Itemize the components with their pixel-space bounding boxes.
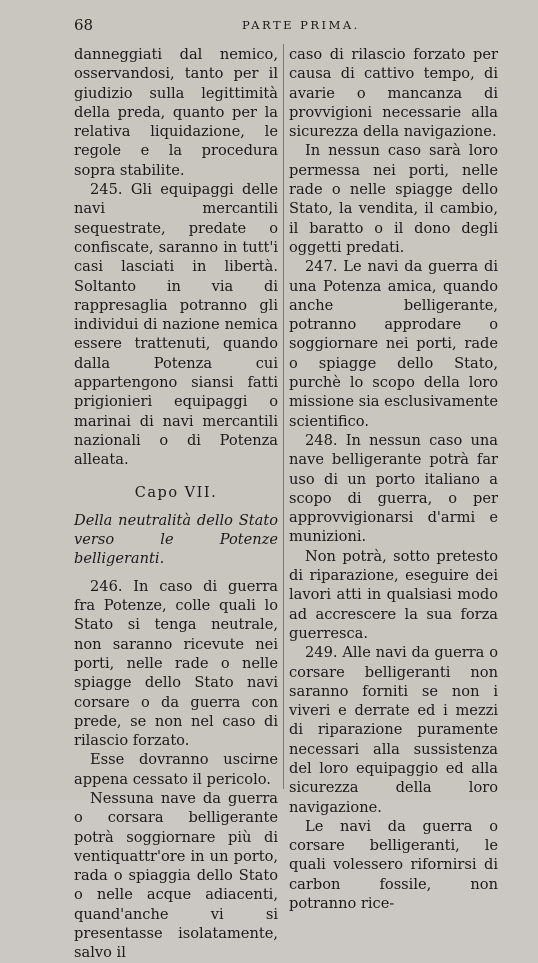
chapter-heading: Capo VII. <box>134 484 218 501</box>
paragraph: Esse dovranno uscirne appena cessato il pericolo. <box>74 751 278 788</box>
paragraph: Nessuna nave da guerra o corsara belligerante potrà soggiornare più di ventiquattr'ore in un porto, rada o spiaggia dello Stato o nelle acque adiacenti, quand'anche vi si presentasse isolatamente, salvo il <box>74 789 278 962</box>
paragraph: danneggiati dal nemico, osservandosi, tanto per il giudizio sulla legittimità della preda, quanto per la relativa liquidazione, le regole e la procedura sopra stabilite. <box>74 46 278 179</box>
page-header <box>74 14 498 36</box>
article-246: 246. In caso di guerra fra Potenze, colle quali lo Stato si tenga neutrale, non saranno ricevute nei porti, nelle rade o nelle spiagge dello Stato navi corsare o da guerra con prede, se non nel caso di rilascio forzato. <box>74 577 278 750</box>
column-divider <box>283 44 284 789</box>
article-248: 248. In nessun caso una nave belligerante potrà far uso di un porto italiano a scopo di guerra, o per approvvigionarsi d'armi e munizioni. <box>289 431 498 546</box>
paragraph: In nessun caso sarà loro permessa nei porti, nelle rade o nelle spiagge dello Stato, la vendita, il cambio, il baratto o il dono degli oggetti predati. <box>289 142 498 256</box>
page-number: 68 <box>74 16 94 34</box>
left-column <box>74 45 278 963</box>
paragraph: Le navi da guerra o corsare belligeranti, le quali volessero rifornirsi di carbon fossile, non potranno rice- <box>289 817 498 913</box>
article-247: 247. Le navi da guerra di una Potenza amica, quando anche belligerante, potranno approdare o soggiornare nei porti, rade o spiagge dello Stato, purchè lo scopo della loro missione sia esclusivamente scientifico. <box>289 258 498 430</box>
article-245: 245. Gli equipaggi delle navi mercantili sequestrate, predate o confiscate, saranno in tutt'i casi lasciati in libertà. Soltanto in via di rappresaglia potranno gli individui di nazione nemica essere trattenuti, quando dalla Potenza cui appartengono siansi fatti prigionieri equipaggi o marinai di navi mercantili nazionali o di Potenza alleata. <box>74 181 278 469</box>
right-column <box>289 45 498 913</box>
paragraph: caso di rilascio forzato per causa di cattivo tempo, di avarie o mancanza di provvigioni necessarie alla sicurezza della navigazione. <box>289 46 498 141</box>
article-249: 249. Alle navi da guerra o corsare belligeranti non saranno forniti se non i viveri e derrate ed i mezzi di riparazione puramente necessari alla sussistenza del loro equipaggio ed alla sicurezza della loro navigazione. <box>289 644 498 816</box>
paragraph: Non potrà, sotto pretesto di riparazione, eseguire dei lavori atti in qualsiasi modo ad accrescere la sua forza guerresca. <box>289 547 498 642</box>
running-head: PARTE PRIMA. <box>242 18 360 32</box>
chapter-subtitle: Della neutralità dello Stato verso le Potenze belligeranti. <box>74 511 278 568</box>
